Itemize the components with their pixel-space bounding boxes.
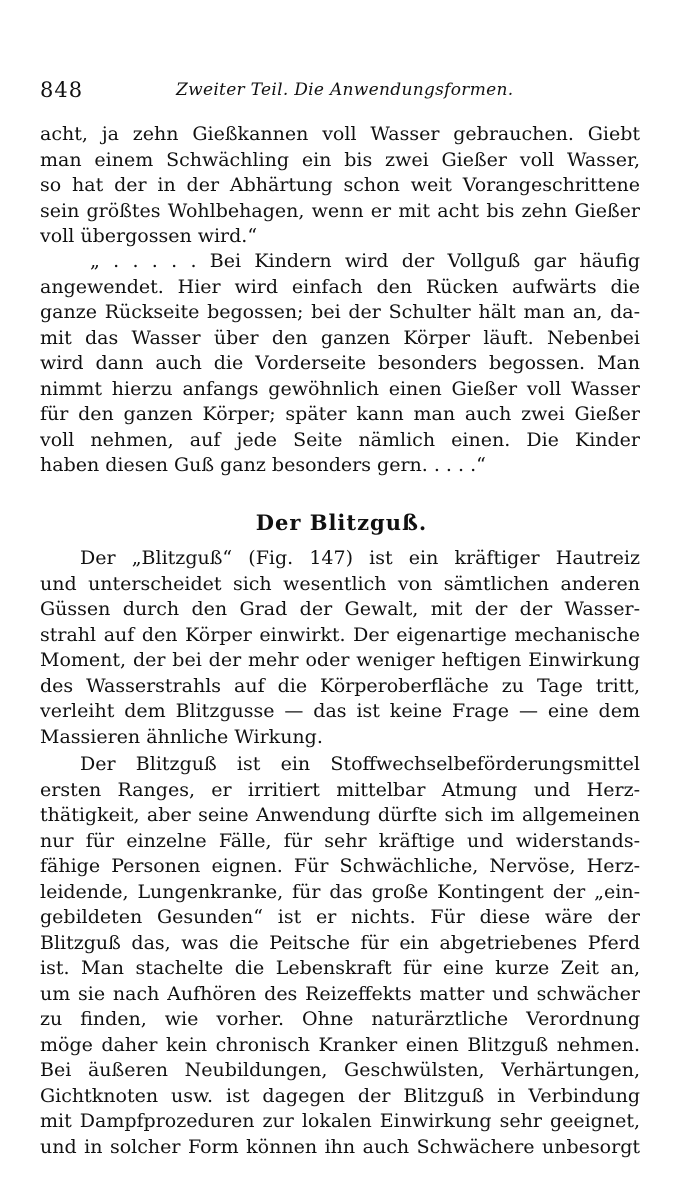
text-line: Moment, der bei der mehr oder weniger heftigen Einwirkung [40,649,640,671]
text-line: ersten Ranges, er irritiert mittelbar Atmung und Herz- [40,778,640,801]
text-line: angewendet. Hier wird einfach den Rücken aufwärts die [40,275,640,298]
page-header [40,78,640,108]
paragraph-4 [40,752,640,1160]
text-line: ist. Man stachelte die Lebenskraft für eine kurze Zeit an, [40,957,640,979]
text-line: leidende, Lungenkranke, für das große Kontingent der „ein- [40,880,640,903]
text-line: mit das Wasser über den ganzen Körper läuft. Nebenbei [40,326,640,349]
text-line: Gichtknoten usw. ist dagegen der Blitzguß in Verbindung [40,1084,640,1107]
text-line: mit Dampfprozeduren zur lokalen Einwirkung sehr geeignet, [40,1110,640,1132]
text-line: voll nehmen, auf jede Seite nämlich einen. Die Kinder [40,428,640,451]
page-number: 848 [40,78,84,102]
text-line: und unterscheidet sich wesentlich von sämtlichen anderen [40,572,640,595]
running-head: Zweiter Teil. Die Anwendungsformen. [176,80,514,100]
text-line: Blitzguß das, was die Peitsche für ein abgetriebenes Pferd [40,931,640,954]
section-heading: Der Blitzguß. [255,510,428,535]
text-line: acht, ja zehn Gießkannen voll Wasser gebrauchen. Giebt [40,123,640,145]
text-line: Massieren ähnliche Wirkung. [40,725,323,748]
text-line: thätigkeit, aber seine Anwendung dürfte sich im allgemeinen [40,804,640,826]
text-line: haben diesen Guß ganz besonders gern. . . . .“ [40,454,486,476]
paragraph-1 [40,122,640,250]
text-line: und in solcher Form können ihn auch Schwächere unbesorgt [40,1135,640,1158]
text-line: um sie nach Aufhören des Reizeffekts matter und schwächer [40,982,640,1005]
text-line: zu finden, wie vorher. Ohne naturärztliche Verordnung [40,1008,640,1030]
text-line: strahl auf den Körper einwirkt. Der eigenartige mechanische [40,623,640,646]
text-line: sein größtes Wohlbehagen, wenn er mit acht bis zehn Gießer [40,199,640,222]
paragraph-3 [40,546,640,750]
text-line: nimmt hierzu anfangs gewöhnlich einen Gießer voll Wasser [40,377,640,400]
text-line: voll übergossen wird.“ [40,225,258,247]
paragraph-2 [40,249,640,479]
text-line: Güssen durch den Grad der Gewalt, mit der der Wasser- [40,598,640,620]
text-line: Der Blitzguß ist ein Stoffwechselbeförderungsmittel [80,753,640,775]
text-line: des Wasserstrahls auf die Körperoberfläche zu Tage tritt, [40,674,640,697]
text-line: nur für einzelne Fälle, für sehr kräftige und widerstands- [40,829,640,852]
text-line: für den ganzen Körper; später kann man auch zwei Gießer [40,403,640,425]
text-line: wird dann auch die Vorderseite besonders begossen. Man [40,352,640,374]
text-line: verleiht dem Blitzgusse — das ist keine Frage — eine dem [40,700,640,722]
text-line: Der „Blitzguß“ (Fig. 147) ist ein kräftiger Hautreiz [80,547,640,569]
text-line: fähige Personen eignen. Für Schwächliche, Nervöse, Herz- [40,855,640,877]
text-line: gebildeten Gesunden“ ist er nichts. Für diese wäre der [40,906,640,928]
text-line: „ . . . . . Bei Kindern wird der Vollguß gar häufig [90,250,640,272]
text-line: ganze Rückseite begossen; bei der Schulter hält man an, da- [40,301,640,323]
text-line: möge daher kein chronisch Kranker einen Blitzguß nehmen. [40,1033,640,1056]
text-line: man einem Schwächling ein bis zwei Gießer voll Wasser, [40,148,640,171]
text-line: so hat der in der Abhärtung schon weit Vorangeschrittene [40,174,640,196]
text-line: Bei äußeren Neubildungen, Geschwülsten, Verhärtungen, [40,1059,640,1081]
